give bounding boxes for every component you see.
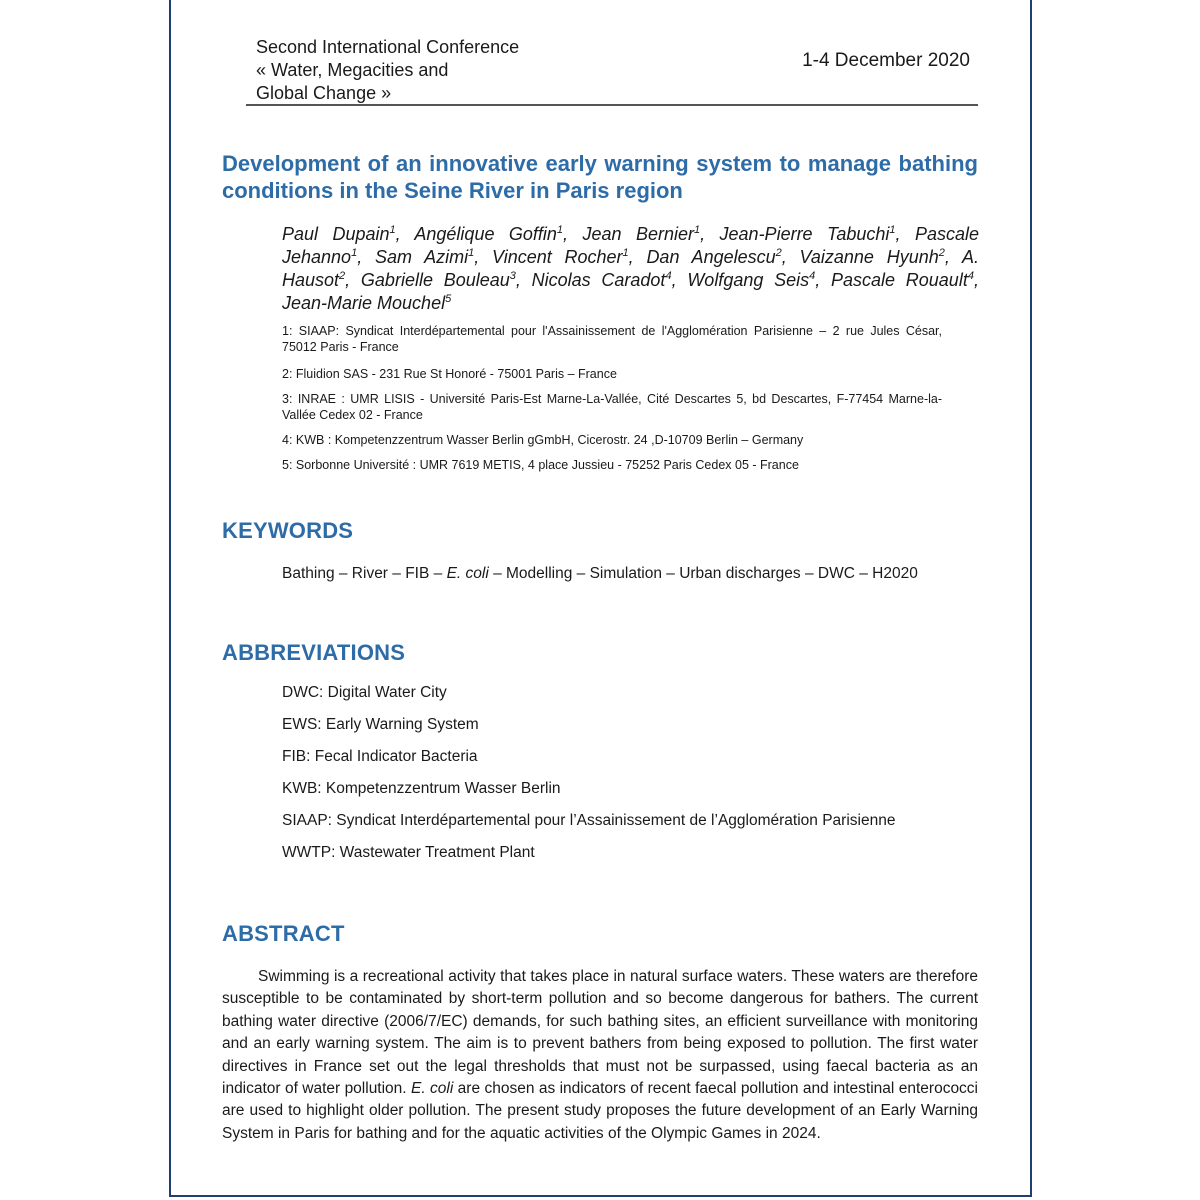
conference-date: 1-4 December 2020 <box>802 50 970 71</box>
keywords-text: Bathing – River – FIB – <box>282 565 447 582</box>
author-name: Vincent Rocher <box>492 247 623 267</box>
affiliation-3: 3: INRAE : UMR LISIS - Université Paris-Est Marne-La-Vallée, Cité Descartes 5, bd Descartes, F-77454 Marne-la-Vallée Cedex 02 - France <box>282 392 942 422</box>
affiliation-1: 1: SIAAP: Syndicat Interdépartemental pour l'Assainissement de l'Agglomération Parisienne – 2 rue Jules César, 75012 Paris - France <box>282 324 942 354</box>
author-name: Gabrielle Bouleau <box>360 270 510 290</box>
keywords-heading: KEYWORDS <box>222 518 354 543</box>
author-affiliation-marker: 4 <box>665 270 672 282</box>
author-name: Wolfgang Seis <box>687 270 810 290</box>
abbreviation-item: WWTP: Wastewater Treatment Plant <box>282 844 535 861</box>
conference-line: Second International Conference <box>256 37 520 57</box>
author-affiliation-marker: 1 <box>351 247 358 259</box>
abbreviations-heading: ABBREVIATIONS <box>222 640 406 665</box>
abbreviation-item: KWB: Kompetenzzentrum Wasser Berlin <box>282 780 561 797</box>
abbreviation-item: DWC: Digital Water City <box>282 684 447 701</box>
abstract-text: Swimming is a recreational activity that takes place in natural surface waters. These waters are therefore susceptible to be contaminated by short-term pollution and so become dangerous for bathers. The current bathing water directive (2006/7/EC) demands, for such bathing sites, an efficient surveillance with monitoring and an early warning system. The aim is to prevent bathers from being exposed to pollution. The first water directives in France set out the legal thresholds that must not be surpassed, using faecal bacteria as an indicator of water pollution. <box>222 968 978 1098</box>
author-affiliation-marker: 1 <box>556 224 564 236</box>
author-list: Paul Dupain$^1$, Angélique Goffin$^1$, Jean Bernier$^1$, Jean-Pierre Tabuchi$^1$, Pascale Jehanno$^1$, Sam Azimi$^1$, Vincent Rocher$^1$, Dan Angelescu$^2$, Vaizanne Hyunh$^2$, A. Hausot$^2$, Gabrielle Bouleau$^3$, Nicolas Caradot$^4$, Wolfgang Seis$^4$, Pascale Rouault$^4$, Jean-Marie Mouchel$^5$ <box>282 224 979 313</box>
author-affiliation-marker: 2 <box>339 270 346 282</box>
abstract-text: are chosen as indicators of recent faecal pollution and intestinal enterococci are used to highlight older pollution. The present study proposes the future development of an Early Warning System in Paris for bathing and for the aquatic activities of the Olympic Games in 2024. <box>222 1080 979 1142</box>
abstract-body <box>222 966 978 1145</box>
author-affiliation-marker: 5 <box>445 293 452 305</box>
conference-line: Global Change » <box>256 83 392 103</box>
abstract-italic: E. coli <box>411 1080 454 1098</box>
author-affiliation-marker: 3 <box>509 270 516 282</box>
paper-title: Development of an innovative early warning system to manage bathing conditions in the Seine River in Paris region <box>222 151 978 203</box>
author-affiliation-marker: 2 <box>775 247 782 259</box>
author-name: Sam Azimi <box>374 247 469 267</box>
conference-name <box>256 36 519 105</box>
keywords-line <box>282 565 918 583</box>
affiliation-5: 5: Sorbonne Université : UMR 7619 METIS, 4 place Jussieu - 75252 Paris Cedex 05 - France <box>282 458 799 472</box>
author-name: A. Hausot <box>282 247 979 290</box>
author-affiliation-marker: 4 <box>809 270 816 282</box>
author-name: Pascale Jehanno <box>282 224 979 267</box>
author-affiliation-marker: 1 <box>389 224 396 236</box>
author-name: Pascale Rouault <box>831 270 968 290</box>
abstract-heading: ABSTRACT <box>222 921 345 946</box>
author-affiliation-marker: 2 <box>938 247 945 259</box>
author-name: Vaizanne Hyunh <box>799 247 939 267</box>
author-name: Paul Dupain <box>282 224 390 244</box>
abbreviation-item: FIB: Fecal Indicator Bacteria <box>282 748 478 765</box>
page-header <box>246 34 978 106</box>
keywords-text: – Modelling – Simulation – Urban discharges – DWC – H2020 <box>488 565 918 582</box>
author-name: Angélique Goffin <box>414 224 557 244</box>
affiliation-4: 4: KWB : Kompetenzzentrum Wasser Berlin gGmbH, Cicerostr. 24 ,D-10709 Berlin – Germany <box>282 433 804 447</box>
author-name: Jean Bernier <box>582 224 694 244</box>
author-name: Nicolas Caradot <box>531 270 666 290</box>
abbreviation-item: SIAAP: Syndicat Interdépartemental pour l’Assainissement de l’Agglomération Parisienne <box>282 812 896 829</box>
keywords-italic: E. coli <box>446 565 489 582</box>
author-affiliation-marker: 1 <box>693 224 701 236</box>
author-affiliation-marker: 4 <box>967 270 974 282</box>
author-affiliation-marker: 1 <box>622 247 629 259</box>
author-name: Dan Angelescu <box>646 247 776 267</box>
conference-line: « Water, Megacities and <box>256 60 449 80</box>
author-affiliation-marker: 1 <box>889 224 896 236</box>
author-name: Jean-Marie Mouchel <box>282 293 446 313</box>
author-affiliation-marker: 1 <box>468 247 475 259</box>
affiliation-2: 2: Fluidion SAS - 231 Rue St Honoré - 75001 Paris – France <box>282 367 617 381</box>
abbreviation-item: EWS: Early Warning System <box>282 716 479 733</box>
author-name: Jean-Pierre Tabuchi <box>719 224 890 244</box>
